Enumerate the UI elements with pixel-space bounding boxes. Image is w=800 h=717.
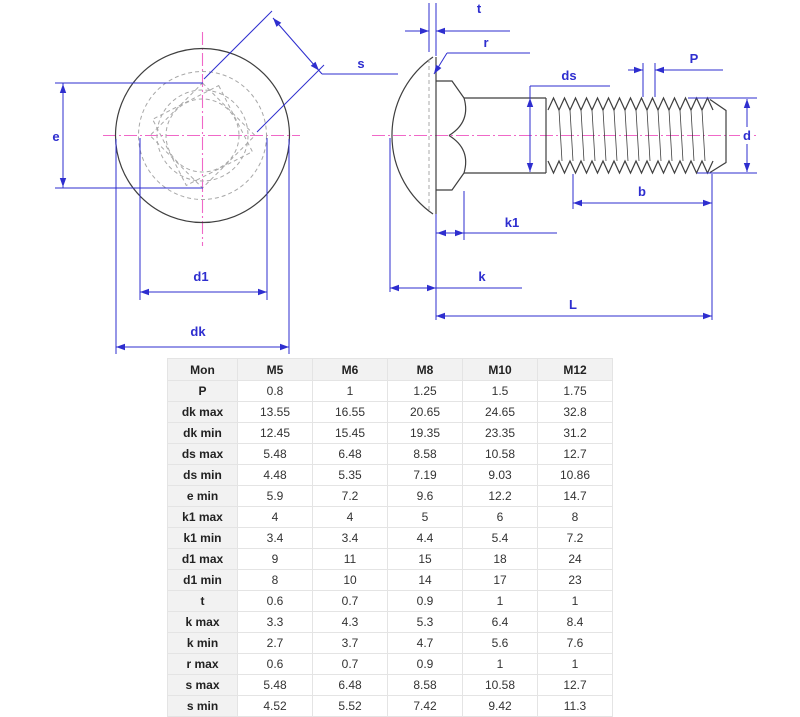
value-cell: 1 bbox=[463, 654, 538, 675]
value-cell: 6.48 bbox=[313, 444, 388, 465]
value-cell: 2.7 bbox=[238, 633, 313, 654]
table-row bbox=[168, 549, 613, 570]
value-cell: 31.2 bbox=[538, 423, 613, 444]
dim-label-e: e bbox=[52, 129, 60, 144]
value-cell: 4.52 bbox=[238, 696, 313, 717]
value-cell: 1.75 bbox=[538, 381, 613, 402]
value-cell: 6.48 bbox=[313, 675, 388, 696]
dim-dk bbox=[116, 139, 289, 354]
value-cell: 12.2 bbox=[463, 486, 538, 507]
value-cell: 10 bbox=[313, 570, 388, 591]
value-cell: 8.4 bbox=[538, 612, 613, 633]
value-cell: 7.2 bbox=[538, 528, 613, 549]
table-row bbox=[168, 465, 613, 486]
row-header-cell: ds max bbox=[168, 444, 238, 465]
value-cell: 5 bbox=[388, 507, 463, 528]
column-header-size: M5 bbox=[238, 359, 313, 381]
spec-table-body bbox=[168, 381, 613, 717]
table-row bbox=[168, 402, 613, 423]
column-header-size: M6 bbox=[313, 359, 388, 381]
dim-label-t: t bbox=[476, 1, 482, 16]
value-cell: 19.35 bbox=[388, 423, 463, 444]
row-header-cell: k max bbox=[168, 612, 238, 633]
table-row bbox=[168, 444, 613, 465]
row-header-cell: s max bbox=[168, 675, 238, 696]
value-cell: 20.65 bbox=[388, 402, 463, 423]
value-cell: 7.42 bbox=[388, 696, 463, 717]
value-cell: 14.7 bbox=[538, 486, 613, 507]
front-view bbox=[52, 11, 398, 354]
dim-k bbox=[390, 138, 522, 292]
dim-label-k1: k1 bbox=[504, 215, 520, 230]
column-header-label: Mon bbox=[168, 359, 238, 381]
value-cell: 3.3 bbox=[238, 612, 313, 633]
technical-drawing bbox=[0, 0, 800, 358]
value-cell: 0.9 bbox=[388, 654, 463, 675]
table-row bbox=[168, 570, 613, 591]
value-cell: 13.55 bbox=[238, 402, 313, 423]
column-header-size: M12 bbox=[538, 359, 613, 381]
row-header-cell: k1 min bbox=[168, 528, 238, 549]
value-cell: 1.25 bbox=[388, 381, 463, 402]
value-cell: 9.03 bbox=[463, 465, 538, 486]
value-cell: 4 bbox=[313, 507, 388, 528]
value-cell: 11.3 bbox=[538, 696, 613, 717]
value-cell: 0.8 bbox=[238, 381, 313, 402]
table-row bbox=[168, 507, 613, 528]
dim-label-ds: ds bbox=[561, 68, 577, 83]
value-cell: 3.4 bbox=[313, 528, 388, 549]
value-cell: 9 bbox=[238, 549, 313, 570]
row-header-cell: e min bbox=[168, 486, 238, 507]
value-cell: 8.58 bbox=[388, 444, 463, 465]
value-cell: 1 bbox=[313, 381, 388, 402]
row-header-cell: r max bbox=[168, 654, 238, 675]
row-header-cell: dk min bbox=[168, 423, 238, 444]
value-cell: 5.4 bbox=[463, 528, 538, 549]
dim-k1 bbox=[436, 191, 557, 240]
row-header-cell: P bbox=[168, 381, 238, 402]
value-cell: 5.3 bbox=[388, 612, 463, 633]
dim-label-d: d bbox=[743, 128, 751, 143]
row-header-cell: k1 max bbox=[168, 507, 238, 528]
row-header-cell: t bbox=[168, 591, 238, 612]
spec-table-head bbox=[168, 359, 613, 381]
table-row bbox=[168, 423, 613, 444]
value-cell: 15 bbox=[388, 549, 463, 570]
value-cell: 7.19 bbox=[388, 465, 463, 486]
dim-b bbox=[573, 174, 712, 209]
value-cell: 23.35 bbox=[463, 423, 538, 444]
value-cell: 10.86 bbox=[538, 465, 613, 486]
value-cell: 9.42 bbox=[463, 696, 538, 717]
value-cell: 1 bbox=[538, 591, 613, 612]
table-row bbox=[168, 612, 613, 633]
side-view bbox=[372, 1, 757, 320]
value-cell: 0.6 bbox=[238, 591, 313, 612]
table-row bbox=[168, 528, 613, 549]
dim-r bbox=[434, 35, 530, 74]
table-header-row bbox=[168, 359, 613, 381]
value-cell: 5.48 bbox=[238, 444, 313, 465]
dim-label-b: b bbox=[638, 184, 646, 199]
dim-ds bbox=[527, 68, 610, 172]
value-cell: 5.9 bbox=[238, 486, 313, 507]
value-cell: 5.48 bbox=[238, 675, 313, 696]
table-row bbox=[168, 591, 613, 612]
value-cell: 9.6 bbox=[388, 486, 463, 507]
dim-label-s: s bbox=[357, 56, 365, 71]
table-row bbox=[168, 654, 613, 675]
dim-label-p: P bbox=[689, 51, 699, 66]
value-cell: 23 bbox=[538, 570, 613, 591]
column-header-size: M10 bbox=[463, 359, 538, 381]
value-cell: 1 bbox=[538, 654, 613, 675]
value-cell: 8 bbox=[538, 507, 613, 528]
dim-label-k: k bbox=[478, 269, 486, 284]
table-row bbox=[168, 633, 613, 654]
dim-t bbox=[405, 1, 510, 56]
value-cell: 5.6 bbox=[463, 633, 538, 654]
value-cell: 0.6 bbox=[238, 654, 313, 675]
value-cell: 0.7 bbox=[313, 591, 388, 612]
value-cell: 4.3 bbox=[313, 612, 388, 633]
value-cell: 10.58 bbox=[463, 444, 538, 465]
value-cell: 12.45 bbox=[238, 423, 313, 444]
table-row bbox=[168, 696, 613, 717]
value-cell: 12.7 bbox=[538, 444, 613, 465]
value-cell: 0.7 bbox=[313, 654, 388, 675]
value-cell: 18 bbox=[463, 549, 538, 570]
value-cell: 15.45 bbox=[313, 423, 388, 444]
row-header-cell: d1 max bbox=[168, 549, 238, 570]
table-row bbox=[168, 486, 613, 507]
row-header-cell: d1 min bbox=[168, 570, 238, 591]
value-cell: 6.4 bbox=[463, 612, 538, 633]
value-cell: 3.7 bbox=[313, 633, 388, 654]
value-cell: 7.2 bbox=[313, 486, 388, 507]
dim-label-r: r bbox=[483, 35, 489, 50]
row-header-cell: ds min bbox=[168, 465, 238, 486]
dim-l bbox=[436, 174, 712, 320]
value-cell: 32.8 bbox=[538, 402, 613, 423]
value-cell: 5.35 bbox=[313, 465, 388, 486]
value-cell: 0.9 bbox=[388, 591, 463, 612]
value-cell: 14 bbox=[388, 570, 463, 591]
value-cell: 4 bbox=[238, 507, 313, 528]
value-cell: 12.7 bbox=[538, 675, 613, 696]
row-header-cell: k min bbox=[168, 633, 238, 654]
value-cell: 1 bbox=[463, 591, 538, 612]
dim-d1 bbox=[140, 138, 267, 300]
value-cell: 10.58 bbox=[463, 675, 538, 696]
dim-label-d1: d1 bbox=[193, 269, 209, 284]
value-cell: 16.55 bbox=[313, 402, 388, 423]
dim-p bbox=[628, 51, 723, 97]
value-cell: 5.52 bbox=[313, 696, 388, 717]
spec-table bbox=[167, 358, 613, 717]
value-cell: 24.65 bbox=[463, 402, 538, 423]
value-cell: 8 bbox=[238, 570, 313, 591]
table-row bbox=[168, 675, 613, 696]
value-cell: 4.48 bbox=[238, 465, 313, 486]
value-cell: 4.4 bbox=[388, 528, 463, 549]
dim-label-dk: dk bbox=[190, 324, 206, 339]
dim-label-l: L bbox=[569, 297, 577, 312]
table-row bbox=[168, 381, 613, 402]
value-cell: 11 bbox=[313, 549, 388, 570]
value-cell: 24 bbox=[538, 549, 613, 570]
value-cell: 1.5 bbox=[463, 381, 538, 402]
column-header-size: M8 bbox=[388, 359, 463, 381]
value-cell: 4.7 bbox=[388, 633, 463, 654]
row-header-cell: dk max bbox=[168, 402, 238, 423]
value-cell: 17 bbox=[463, 570, 538, 591]
value-cell: 8.58 bbox=[388, 675, 463, 696]
value-cell: 3.4 bbox=[238, 528, 313, 549]
row-header-cell: s min bbox=[168, 696, 238, 717]
value-cell: 6 bbox=[463, 507, 538, 528]
value-cell: 7.6 bbox=[538, 633, 613, 654]
